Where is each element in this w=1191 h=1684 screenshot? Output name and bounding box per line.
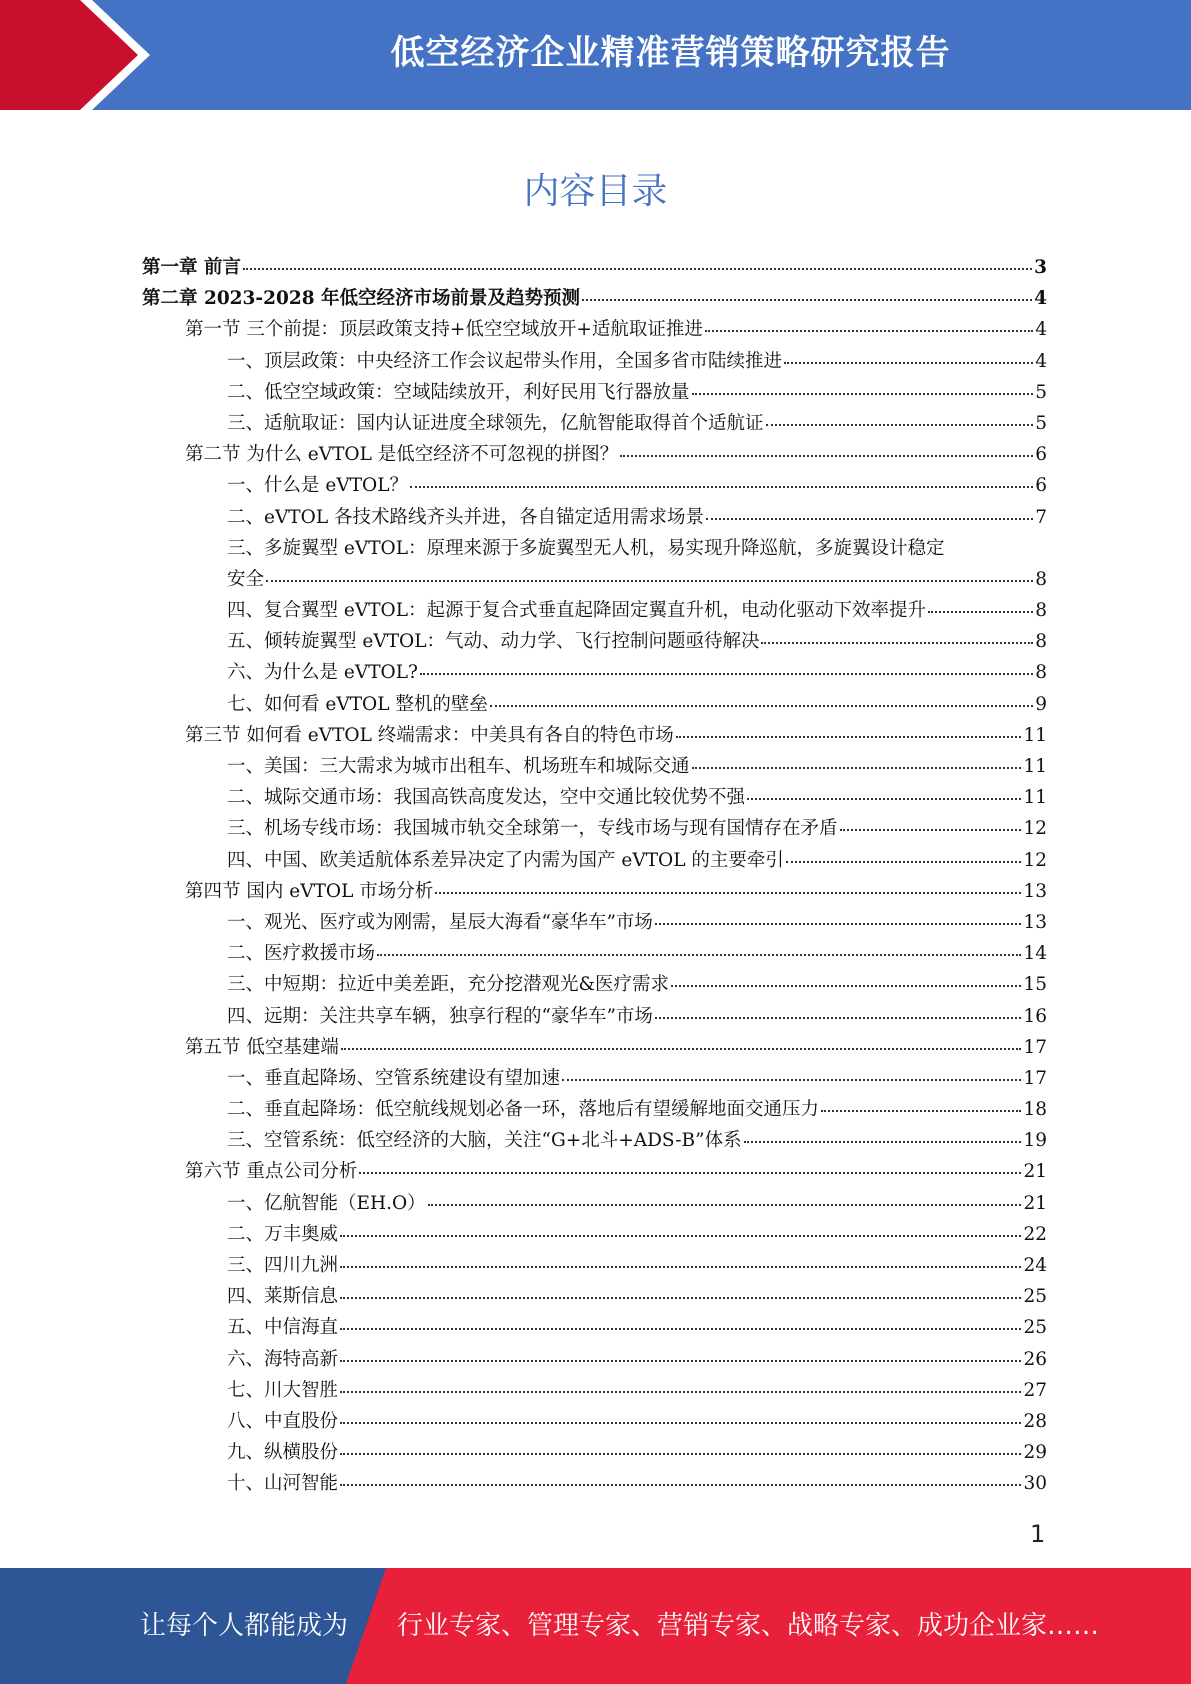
toc-entry-page: 13 [1023, 911, 1047, 933]
toc-leader-dots [435, 892, 1021, 894]
toc-entry-page: 4 [1035, 319, 1047, 341]
toc-entry-page: 18 [1023, 1099, 1047, 1121]
toc-entry-label: 五、倾转旋翼型 eVTOL：气动、动力学、飞行控制问题亟待解决 [227, 631, 760, 653]
toc-entry-page: 24 [1023, 1255, 1047, 1277]
toc-entry[interactable] [142, 908, 1047, 939]
toc-entry-label: 三、空管系统：低空经济的大脑，关注“G+北斗+ADS-B”体系 [227, 1130, 742, 1152]
toc-entry-page: 12 [1023, 818, 1047, 840]
toc-entry-label: 十、山河智能 [227, 1473, 339, 1495]
toc-entry-label: 第三节 如何看 eVTOL 终端需求：中美具有各自的特色市场 [185, 724, 674, 746]
toc-entry[interactable] [142, 1033, 1047, 1064]
toc-leader-dots [490, 705, 1033, 707]
toc-entry-page: 8 [1035, 568, 1047, 590]
toc-entry-page: 3 [1034, 257, 1047, 278]
toc-entry-label: 一、垂直起降场、空管系统建设有望加速 [227, 1067, 561, 1089]
toc-entry-page: 16 [1023, 1005, 1047, 1027]
toc-entry[interactable] [142, 1064, 1047, 1095]
toc-entry-page: 8 [1035, 631, 1047, 653]
toc-entry-page: 25 [1023, 1286, 1047, 1308]
toc-entry-page: 29 [1023, 1442, 1047, 1464]
toc-leader-dots [340, 1422, 1021, 1424]
toc-entry[interactable] [142, 877, 1047, 908]
toc-entry-page: 5 [1035, 412, 1047, 434]
toc-entry[interactable] [142, 939, 1047, 970]
toc-leader-dots [786, 861, 1022, 863]
toc-entry-page: 26 [1023, 1348, 1047, 1370]
toc-entry[interactable] [142, 284, 1047, 315]
toc-entry-label: 第一节 三个前提：顶层政策支持+低空空域放开+适航取证推进 [185, 319, 703, 341]
toc-leader-dots [340, 1453, 1021, 1455]
toc-entry-page: 8 [1035, 662, 1047, 684]
toc-entry[interactable] [142, 1469, 1047, 1500]
toc-leader-dots [410, 486, 1033, 488]
toc-entry-label: 二、低空空域政策：空域陆续放开，利好民用飞行器放量 [227, 381, 690, 403]
chevron-decoration-red [0, 0, 138, 110]
toc-entry-label: 第一章 前言 [142, 257, 241, 278]
toc-entry[interactable] [142, 658, 1047, 689]
toc-entry-label: 第五节 低空基建端 [185, 1036, 339, 1058]
toc-leader-dots [340, 1328, 1021, 1330]
toc-entry[interactable] [142, 1345, 1047, 1376]
toc-entry-page: 13 [1023, 880, 1047, 902]
toc-entry-label: 三、适航取证：国内认证进度全球领先，亿航智能取得首个适航证 [227, 412, 764, 434]
toc-leader-dots [340, 1391, 1021, 1393]
toc-entry-page: 8 [1035, 600, 1047, 622]
toc-entry[interactable] [142, 846, 1047, 877]
toc-entry-label: 九、纵横股份 [227, 1442, 339, 1464]
toc-entry[interactable] [142, 534, 1047, 596]
toc-entry[interactable] [142, 1220, 1047, 1251]
toc-entry-label: 二、eVTOL 各技术路线齐头并进，各自锚定适用需求场景 [227, 506, 704, 528]
toc-leader-dots [340, 1297, 1021, 1299]
toc-entry[interactable] [142, 409, 1047, 440]
toc-leader-dots [655, 1017, 1022, 1019]
toc-leader-dots [266, 580, 1033, 582]
toc-entry-page: 14 [1023, 943, 1047, 965]
toc-entry-label: 一、亿航智能（EH.O） [227, 1192, 426, 1214]
toc-entry[interactable] [142, 1251, 1047, 1282]
toc-entry-page: 15 [1023, 974, 1047, 996]
footer-slogan-right: 行业专家、管理专家、营销专家、战略专家、成功企业家…… [397, 1611, 1100, 1641]
toc-entry-label: 三、中短期：拉近中美差距，充分挖潜观光&医疗需求 [227, 974, 669, 996]
toc-entry[interactable] [142, 1126, 1047, 1157]
toc-leader-dots [692, 767, 1022, 769]
toc-entry[interactable] [142, 1002, 1047, 1033]
toc-entry-page: 5 [1035, 381, 1047, 403]
toc-entry-page: 19 [1023, 1130, 1047, 1152]
toc-leader-dots [620, 455, 1033, 457]
toc-entry-page: 27 [1023, 1379, 1047, 1401]
toc-entry[interactable] [142, 596, 1047, 627]
toc-leader-dots [692, 393, 1034, 395]
toc-leader-dots [359, 1172, 1021, 1174]
page-number: 1 [1030, 1520, 1046, 1548]
toc-entry[interactable] [142, 378, 1047, 409]
toc-entry-page: 11 [1023, 787, 1047, 809]
toc-entry-label-continued: 安全 [227, 568, 265, 590]
toc-leader-dots [340, 1360, 1021, 1362]
toc-entry-page: 17 [1023, 1036, 1047, 1058]
toc-leader-dots [821, 1110, 1021, 1112]
toc-entry-page: 22 [1023, 1223, 1047, 1245]
toc-leader-dots [340, 1266, 1021, 1268]
toc-entry-label: 二、医疗救援市场 [227, 943, 376, 965]
toc-entry[interactable] [142, 1313, 1047, 1344]
toc-entry-label: 四、莱斯信息 [227, 1286, 339, 1308]
toc-entry-page: 25 [1023, 1317, 1047, 1339]
toc-entry-page: 28 [1023, 1410, 1047, 1432]
toc-entry[interactable] [142, 1095, 1047, 1126]
toc-entry[interactable] [142, 1157, 1047, 1188]
toc-entry[interactable] [142, 1438, 1047, 1469]
toc-entry-label: 第二节 为什么 eVTOL 是低空经济不可忽视的拼图？ [185, 444, 619, 466]
toc-entry-label: 第四节 国内 eVTOL 市场分析 [185, 880, 434, 902]
toc-entry-page: 11 [1023, 724, 1047, 746]
toc-entry[interactable] [142, 1282, 1047, 1313]
toc-entry-page: 12 [1023, 849, 1047, 871]
toc-entry-page: 6 [1035, 444, 1047, 466]
toc-leader-dots [747, 798, 1021, 800]
toc-entry-page: 6 [1035, 475, 1047, 497]
toc-entry[interactable] [142, 721, 1047, 752]
toc-entry-label: 一、顶层政策：中央经济工作会议起带头作用，全国多省市陆续推进 [227, 350, 783, 372]
toc-entry[interactable] [142, 690, 1047, 721]
toc-entry-label: 四、远期：关注共享车辆，独享行程的“豪华车”市场 [227, 1005, 653, 1027]
toc-entry-label: 四、复合翼型 eVTOL：起源于复合式垂直起降固定翼直升机，电动化驱动下效率提升 [227, 600, 926, 622]
toc-leader-dots [705, 330, 1033, 332]
table-of-contents [142, 253, 1047, 1501]
toc-entry[interactable] [142, 253, 1047, 284]
toc-leader-dots [761, 642, 1033, 644]
toc-entry-label: 第六节 重点公司分析 [185, 1161, 358, 1183]
toc-leader-dots [784, 362, 1033, 364]
toc-entry-label: 七、川大智胜 [227, 1379, 339, 1401]
toc-leader-dots [676, 736, 1022, 738]
toc-leader-dots [420, 673, 1033, 675]
toc-entry-page: 4 [1034, 288, 1047, 310]
toc-entry-page: 9 [1035, 693, 1047, 715]
toc-leader-dots [928, 611, 1033, 613]
toc-leader-dots [744, 1141, 1022, 1143]
toc-entry[interactable] [142, 1407, 1047, 1438]
toc-leader-dots [840, 829, 1022, 831]
toc-entry-label: 二、万丰奥威 [227, 1223, 339, 1245]
toc-leader-dots [340, 1235, 1021, 1237]
toc-entry-label: 八、中直股份 [227, 1410, 339, 1432]
toc-entry-page: 4 [1035, 350, 1047, 372]
toc-entry-page: 11 [1023, 756, 1047, 778]
toc-entry-label: 一、观光、医疗或为刚需，星辰大海看“豪华车”市场 [227, 911, 653, 933]
toc-entry[interactable] [142, 440, 1047, 471]
toc-entry[interactable] [142, 471, 1047, 502]
toc-leader-dots [582, 299, 1032, 301]
toc-entry-label: 六、海特高新 [227, 1348, 339, 1370]
toc-entry[interactable] [142, 783, 1047, 814]
toc-leader-dots [243, 268, 1032, 270]
toc-leader-dots [671, 985, 1021, 987]
toc-entry-label: 第二章 2023-2028 年低空经济市场前景及趋势预测 [142, 288, 581, 310]
toc-entry-label: 二、垂直起降场：低空航线规划必备一环，落地后有望缓解地面交通压力 [227, 1099, 820, 1121]
toc-leader-dots [562, 1079, 1021, 1081]
toc-entry[interactable] [142, 752, 1047, 783]
footer-slogan-left: 让每个人都能成为 [140, 1611, 349, 1641]
toc-entry-label: 四、中国、欧美适航体系差异决定了内需为国产 eVTOL 的主要牵引 [227, 849, 784, 871]
header-banner [0, 0, 1191, 110]
toc-entry-label: 三、机场专线市场：我国城市轨交全球第一，专线市场与现有国情存在矛盾 [227, 818, 838, 840]
toc-leader-dots [428, 1204, 1022, 1206]
toc-entry-page: 21 [1023, 1192, 1047, 1214]
toc-entry[interactable] [142, 1189, 1047, 1220]
toc-entry-label: 六、为什么是 eVTOL? [227, 662, 418, 684]
toc-entry-page: 30 [1023, 1473, 1047, 1495]
footer-banner [0, 1568, 1191, 1684]
toc-entry[interactable] [142, 347, 1047, 378]
toc-entry-page: 7 [1035, 506, 1047, 528]
toc-leader-dots [340, 1484, 1021, 1486]
toc-leader-dots [655, 923, 1022, 925]
toc-heading: 内容目录 [523, 171, 668, 212]
toc-entry-label: 三、多旋翼型 eVTOL：原理来源于多旋翼型无人机，易实现升降巡航，多旋翼设计稳定 [227, 537, 945, 559]
toc-entry-label: 五、中信海直 [227, 1317, 339, 1339]
toc-entry[interactable] [142, 970, 1047, 1001]
toc-leader-dots [766, 424, 1034, 426]
toc-leader-dots [706, 518, 1033, 520]
toc-entry[interactable] [142, 315, 1047, 346]
toc-entry[interactable] [142, 503, 1047, 534]
toc-leader-dots [377, 954, 1021, 956]
toc-entry-label: 七、如何看 eVTOL 整机的壁垒 [227, 693, 488, 715]
toc-entry-label: 三、四川九洲 [227, 1255, 339, 1277]
toc-entry[interactable] [142, 1376, 1047, 1407]
toc-entry-page: 17 [1023, 1067, 1047, 1089]
toc-entry[interactable] [142, 627, 1047, 658]
toc-entry-label: 一、什么是 eVTOL？ [227, 475, 408, 497]
toc-entry-page: 21 [1023, 1161, 1047, 1183]
toc-entry-label: 一、美国：三大需求为城市出租车、机场班车和城际交通 [227, 756, 690, 778]
toc-entry-label: 二、城际交通市场：我国高铁高度发达，空中交通比较优势不强 [227, 787, 746, 809]
report-title: 低空经济企业精准营销策略研究报告 [390, 33, 951, 73]
toc-entry[interactable] [142, 814, 1047, 845]
toc-leader-dots [341, 1048, 1022, 1050]
